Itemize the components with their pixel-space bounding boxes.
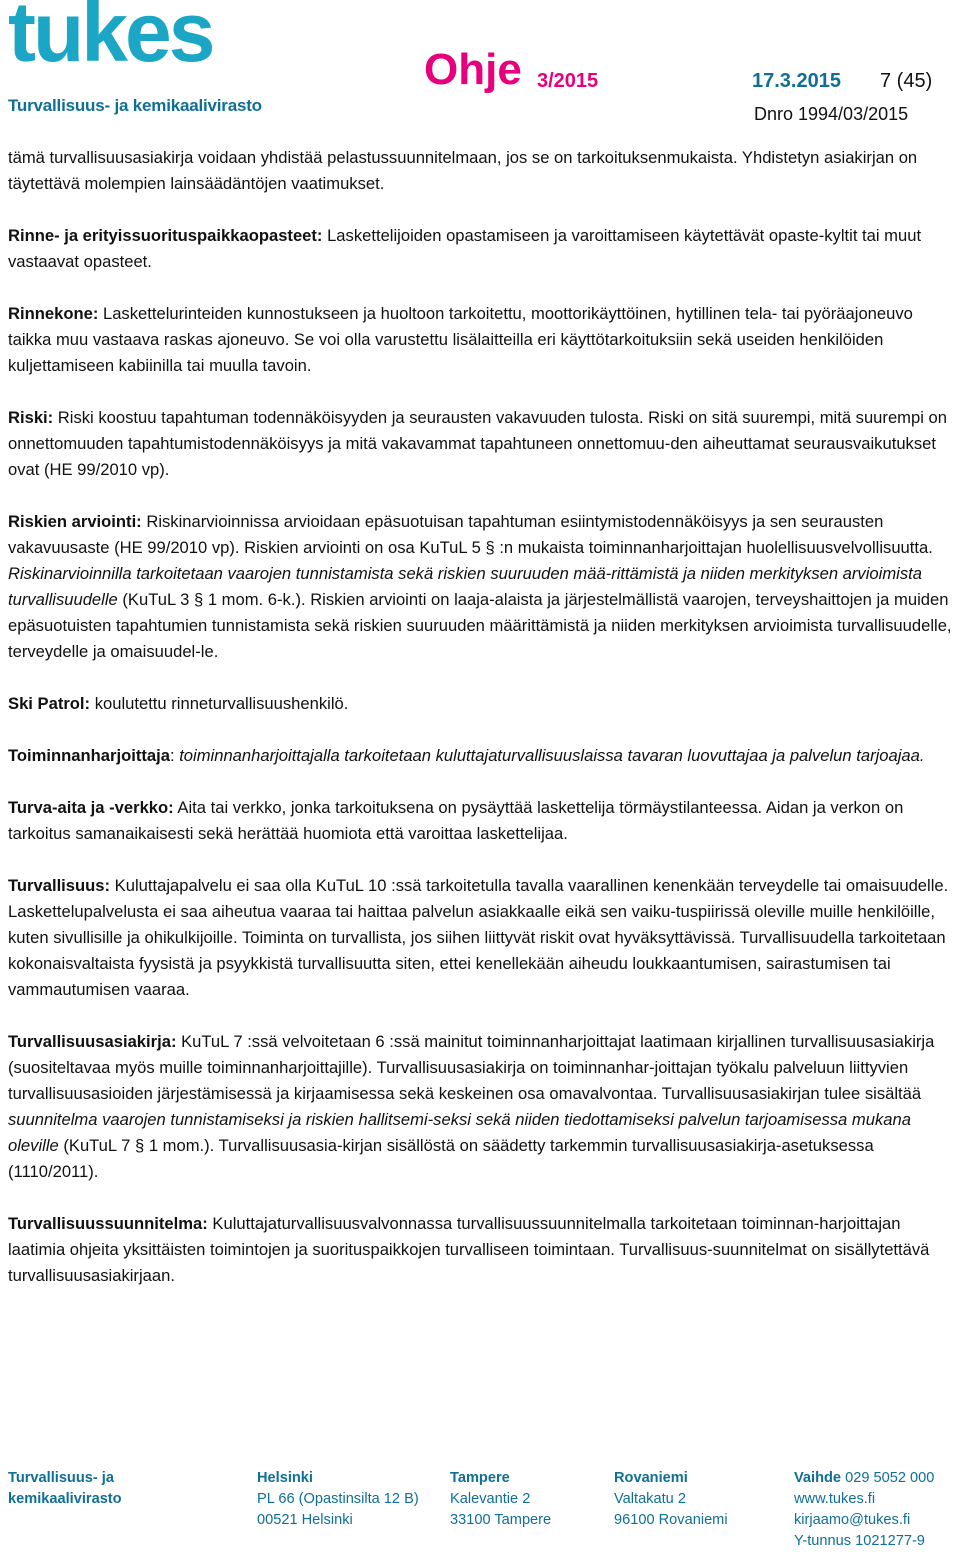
- footer-address: PL 66 (Opastinsilta 12 B): [257, 1491, 419, 1507]
- footer-postcode: 00521 Helsinki: [257, 1512, 353, 1528]
- definition-text: Kuluttajaturvallisuusvalvonnassa turvallisuussuunnitelmalla tarkoitetaan toiminnan-harjoittajan laatimia ohjeita yksittäisten toimintojen ja suorituspaikkojen turvalliseen toimintaan. Turvallisuus-suunnitelmat on sisällytettävä turvallisuusasiakirjaan.: [8, 1214, 930, 1285]
- definition-turva-aita: [8, 795, 956, 847]
- footer-website-link[interactable]: www.tukes.fi: [794, 1491, 876, 1507]
- footer-phone: 029 5052 000: [841, 1470, 935, 1486]
- definition-term: Toiminnanharjoittaja: [8, 746, 170, 765]
- definition-turvallisuus: [8, 873, 956, 1003]
- record-number: Dnro 1994/03/2015: [754, 104, 909, 124]
- definition-text: Laskettelurinteiden kunnostukseen ja huoltoon tarkoitettu, moottorikäyttöinen, hytillinen tela- tai pyöräajoneuvo taikka muu vastaava raskas ajoneuvo. Se voi olla varustettu lisälaitteilla eri käyttötarkoituksiin sekä useiden henkilöiden kuljettamiseen kabiinilla tai muulla tavoin.: [8, 304, 913, 375]
- definition-text: Riskinarvioinnissa arvioidaan epäsuotuisan tapahtuman esiintymistodennäköisyys ja sen seurausten vakavuusaste (HE 99/2010 vp). Riskien arviointi on osa KuTuL 5 § :n mukaista toiminnanharjoittajan huolellisuusvelvollisuutta.: [8, 512, 933, 557]
- definition-text: Kuluttajapalvelu ei saa olla KuTuL 10 :ssä tarkoitetulla tavalla vaarallinen kenenkään terveydelle tai omaisuudelle. Laskettelupalvelusta ei saa aiheutua vaaraa tai haittaa palvelun asiakkaalle eikä sen vaiku-tuspiirissä oleville muille henkilöille, kuten sivullisille ja ohikulkijoille. Toiminta on turvallista, jos siihen liittyvät riskit ovat hyväksyttävissä. Turvallisuudella tarkoitetaan kokonaisvaltaista fyysistä ja psyykkistä turvallisuutta siten, ettei kenellekään aiheudu loukkaantumisen, sairastumisen tai vammautumisen vaaraa.: [8, 876, 949, 999]
- definition-term: Turvallisuus:: [8, 876, 111, 895]
- footer-postcode: 96100 Rovaniemi: [614, 1512, 728, 1528]
- footer-switchboard-label: Vaihde: [794, 1470, 842, 1486]
- logo-subtitle: Turvallisuus- ja kemikaalivirasto: [8, 96, 262, 115]
- footer-address: Valtakatu 2: [614, 1491, 686, 1507]
- definition-text: Riski koostuu tapahtuman todennäköisyyden ja seurausten vakavuuden tulosta. Riski on sitä suurempi, mitä suurempi on onnettomuuden tapahtumistodennäköisyys ja mitä vakavammat tapahtuneen onnettomuu-den aiheuttamat seurausvaikutukset ovat (HE 99/2010 vp).: [8, 408, 947, 479]
- definition-text: KuTuL 7 :ssä velvoitetaan 6 :ssä mainitut toiminnanharjoittajat laatimaan kirjallinen turvallisuusasiakirja (suositeltavaa myös muille toiminnanharjoittajille). Turvallisuusasiakirja on toiminnanhar-joittajan työkalu palveluun liittyvien turvallisuusasioiden järjestämisessä ja kirjaamisessa sekä keskeinen osa omavalvontaa. Turvallisuusasiakirjan tulee sisältää: [8, 1032, 935, 1103]
- footer-contact: [794, 1468, 934, 1552]
- logo-wordmark: tukes: [8, 0, 213, 79]
- page-number: 7 (45): [880, 70, 933, 92]
- document-number: 3/2015: [537, 70, 599, 92]
- definition-text: Laskettelijoiden opastamiseen ja varoittamiseen käytettävät opaste-kyltit tai muut vastaavat opasteet.: [8, 226, 922, 271]
- footer-email-link[interactable]: kirjaamo@tukes.fi: [794, 1512, 911, 1528]
- definition-text: koulutettu rinneturvallisuushenkilö.: [90, 694, 349, 713]
- tukes-logo: [8, 0, 262, 124]
- document-body: [8, 145, 956, 1315]
- footer-switchboard: [794, 1468, 934, 1489]
- definition-term: Rinne- ja erityissuorituspaikkaopasteet:: [8, 226, 323, 245]
- definition-riski: [8, 405, 956, 483]
- document-type: Ohje: [424, 45, 522, 94]
- footer-city: Tampere: [450, 1470, 510, 1486]
- footer-address: Kalevantie 2: [450, 1491, 531, 1507]
- definition-text: (KuTuL 3 § 1 mom. 6-k.). Riskien arviointi on laaja-alaista ja järjestelmällistä vaarojen, terveyshaittojen ja muiden epäsuotuisten tapahtumien tunnistamista sekä riskien suuruuden määrittämistä ja niiden merkityksen arvioimista turvallisuudelle, terveydelle ja omaisuudel-le.: [8, 590, 952, 661]
- definition-term: Riskien arviointi:: [8, 512, 142, 531]
- definition-toiminnanharjoittaja: [8, 743, 956, 769]
- definition-quote: toiminnanharjoittajalla tarkoitetaan kuluttajaturvallisuuslaissa tavaran luovuttajaa ja palvelun tarjoajaa.: [179, 746, 925, 765]
- footer-rovaniemi: [614, 1468, 728, 1531]
- definition-term: Riski:: [8, 408, 54, 427]
- definition-quote: suunnitelma vaarojen tunnistamiseksi ja riskien hallitsemi-seksi sekä niiden tiedottamiseksi palvelun tarjoamisessa mukana oleville: [8, 1110, 911, 1155]
- definition-term: Ski Patrol:: [8, 694, 91, 713]
- definition-colon: :: [169, 746, 180, 765]
- footer-postcode: 33100 Tampere: [450, 1512, 552, 1528]
- footer-agency-line2: kemikaalivirasto: [8, 1491, 122, 1507]
- definition-term: Turvallisuusasiakirja:: [8, 1032, 177, 1051]
- definition-riskien-arviointi: [8, 509, 956, 665]
- definition-quote: Riskinarvioinnilla tarkoitetaan vaarojen tunnistamista sekä riskien suuruuden mää-rittämistä ja niiden merkityksen arvioimista turvallisuudelle: [8, 564, 922, 609]
- footer-city: Rovaniemi: [614, 1470, 688, 1486]
- page-footer: [8, 1468, 956, 1548]
- document-date: 17.3.2015: [752, 70, 841, 92]
- definition-turvallisuussuunnitelma: [8, 1211, 956, 1289]
- paragraph-intro: [8, 145, 956, 197]
- definition-turvallisuusasiakirja: [8, 1029, 956, 1185]
- paragraph-text: tämä turvallisuusasiakirja voidaan yhdistää pelastussuunnitelmaan, jos se on tarkoituksenmukaista. Yhdistetyn asiakirjan on täytettävä molempien lainsäädäntöjen vaatimukset.: [8, 148, 918, 193]
- definition-rinne-opasteet: [8, 223, 956, 275]
- definition-term: Rinnekone:: [8, 304, 99, 323]
- definition-term: Turva-aita ja -verkko:: [8, 798, 174, 817]
- definition-text: Aita tai verkko, jonka tarkoituksena on pysäyttää laskettelija törmäystilanteessa. Aidan ja verkon on tarkoitus samanaikaisesti sekä herättää huomiota että varoittaa laskettelijaa.: [8, 798, 904, 843]
- definition-ski-patrol: [8, 691, 956, 717]
- footer-city: Helsinki: [257, 1470, 313, 1486]
- footer-agency-line1: Turvallisuus- ja: [8, 1470, 114, 1486]
- footer-helsinki: [257, 1468, 419, 1531]
- footer-business-id: Y-tunnus 1021277-9: [794, 1533, 925, 1549]
- definition-text: (KuTuL 7 § 1 mom.). Turvallisuusasia-kirjan sisällöstä on säädetty tarkemmin turvallisuusasiakirja-asetuksessa (1110/2011).: [8, 1136, 874, 1181]
- footer-tampere: [450, 1468, 551, 1531]
- definition-rinnekone: [8, 301, 956, 379]
- footer-agency: [8, 1468, 122, 1510]
- definition-term: Turvallisuussuunnitelma:: [8, 1214, 208, 1233]
